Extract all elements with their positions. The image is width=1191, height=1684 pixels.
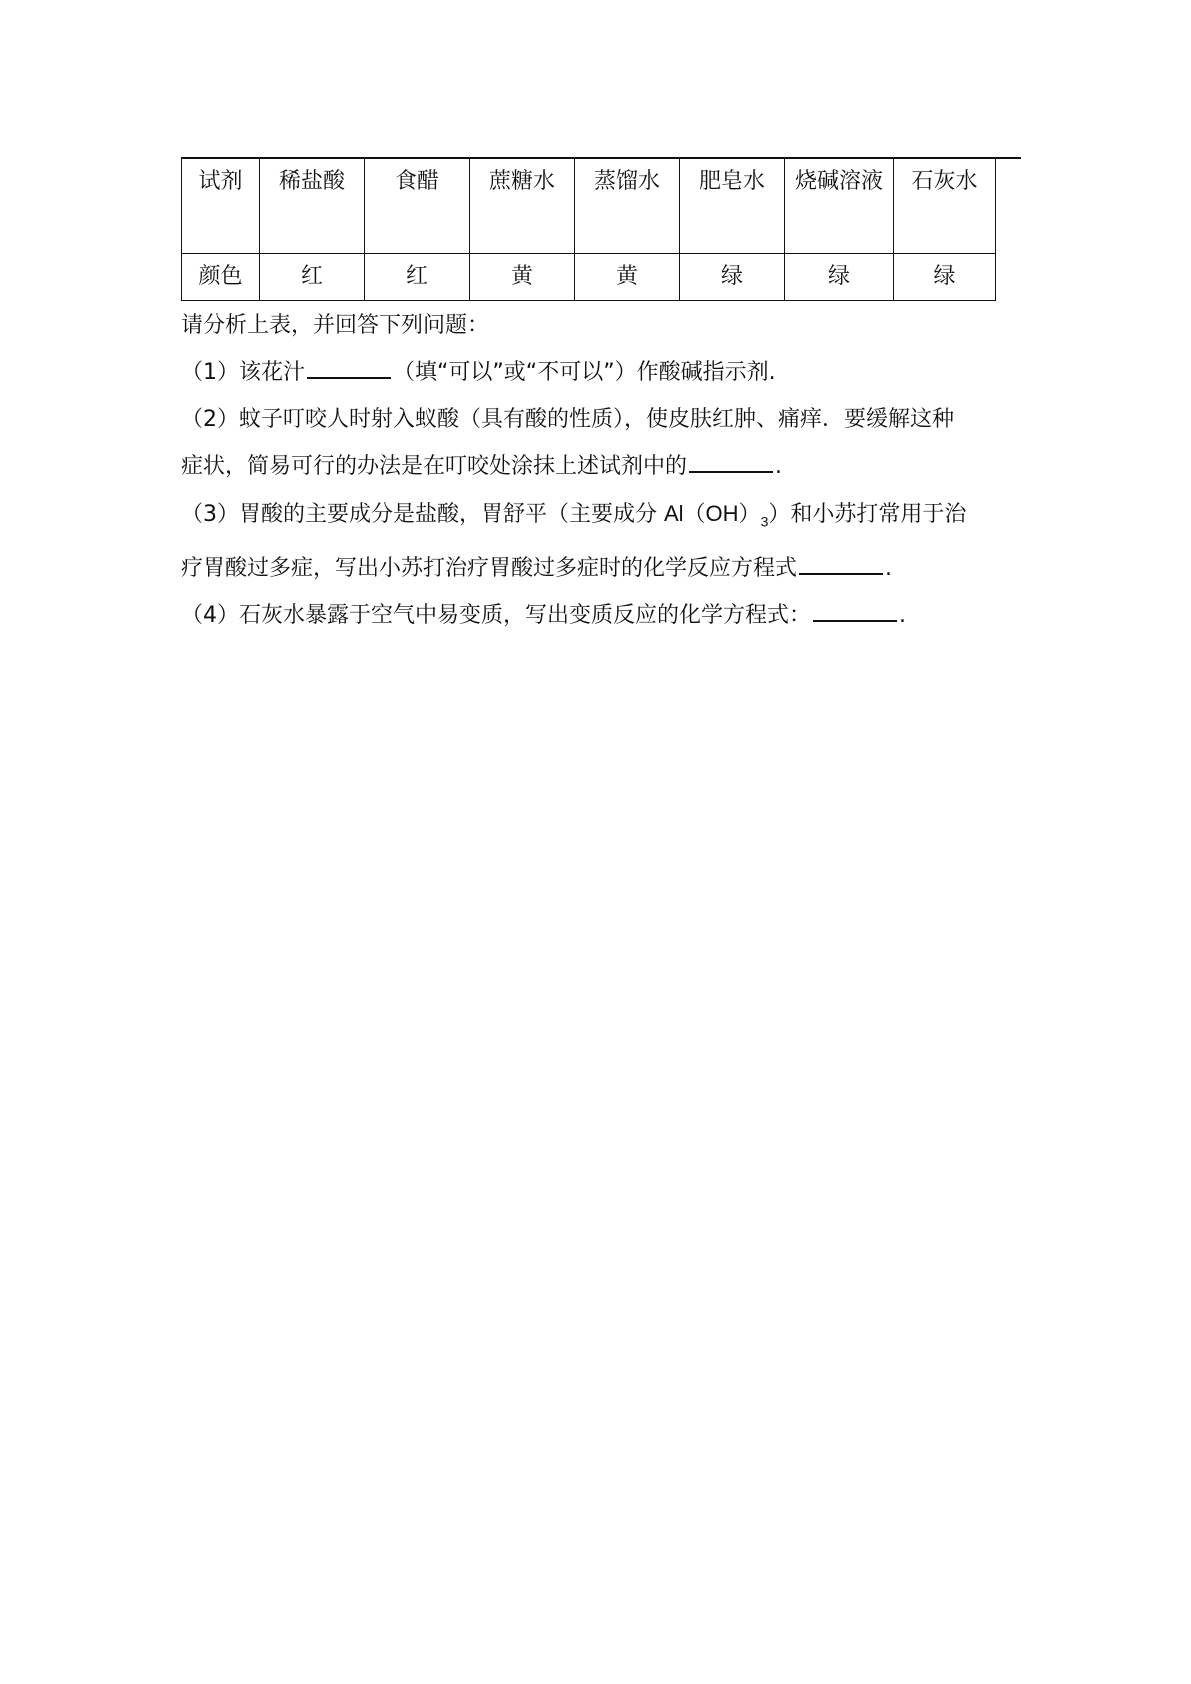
answer-blank-2: [689, 449, 773, 473]
color-cell: 绿: [894, 254, 996, 301]
q2-text-before: 症状，简易可行的办法是在叮咬处涂抹上述试剂中的: [181, 454, 688, 479]
reagent-cell: 稀盐酸: [260, 159, 365, 254]
q3-line2-after: .: [885, 556, 893, 582]
answer-blank-1: [307, 355, 391, 379]
q1-text-before: （1）该花汁: [181, 360, 305, 385]
question-2-line-1: （2）蚊子叮咬人时射入蚁酸（具有酸的性质），使皮肤红肿、痛痒．要缓解这种: [181, 407, 954, 432]
q3-line2-before: 疗胃酸过多症，写出小苏打治疗胃酸过多症时的化学反应方程式: [181, 556, 798, 582]
header-reagent: 试剂: [182, 159, 260, 254]
q3-formula: Al（OH）: [664, 501, 761, 526]
question-2-line-2: [181, 443, 1021, 490]
q4-text-before: （4）石灰水暴露于空气中易变质，写出变质反应的化学方程式：: [181, 603, 811, 629]
q3-formula-subscript: 3: [760, 513, 769, 530]
color-cell: 绿: [785, 254, 894, 301]
color-cell: 黄: [470, 254, 575, 301]
q4-text-after: .: [899, 603, 906, 629]
table-row-colors: [182, 254, 996, 301]
reagent-cell: 烧碱溶液: [785, 159, 894, 254]
color-cell: 红: [365, 254, 470, 301]
reagent-cell: 食醋: [365, 159, 470, 254]
reagent-cell: 石灰水: [894, 159, 996, 254]
reagent-cell: 蔗糖水: [470, 159, 575, 254]
header-color: 颜色: [182, 254, 260, 301]
question-3-line-1: [181, 490, 1021, 545]
color-cell: 黄: [575, 254, 680, 301]
reagent-color-table: [181, 158, 996, 301]
table-row-reagents: [182, 159, 996, 254]
q2-text-after: .: [775, 454, 783, 479]
reagent-cell: 肥皂水: [680, 159, 785, 254]
question-4: [181, 592, 1021, 639]
q3-text-after: ）和小苏打常用于治: [768, 502, 967, 527]
question-3-line-2: [181, 545, 1021, 592]
answer-blank-4: [813, 598, 897, 622]
q1-text-after: （填“可以”或“不可以”）作酸碱指示剂.: [393, 360, 776, 385]
answer-blank-3: [799, 551, 883, 575]
color-cell: 绿: [680, 254, 785, 301]
reagent-cell: 蒸馏水: [575, 159, 680, 254]
intro-text: 请分析上表，并回答下列问题：: [181, 313, 490, 338]
color-cell: 红: [260, 254, 365, 301]
question-section: [181, 302, 1021, 639]
q3-text-before: （3）胃酸的主要成分是盐酸，胃舒平（主要成分: [181, 502, 664, 527]
question-1: [181, 349, 1021, 396]
